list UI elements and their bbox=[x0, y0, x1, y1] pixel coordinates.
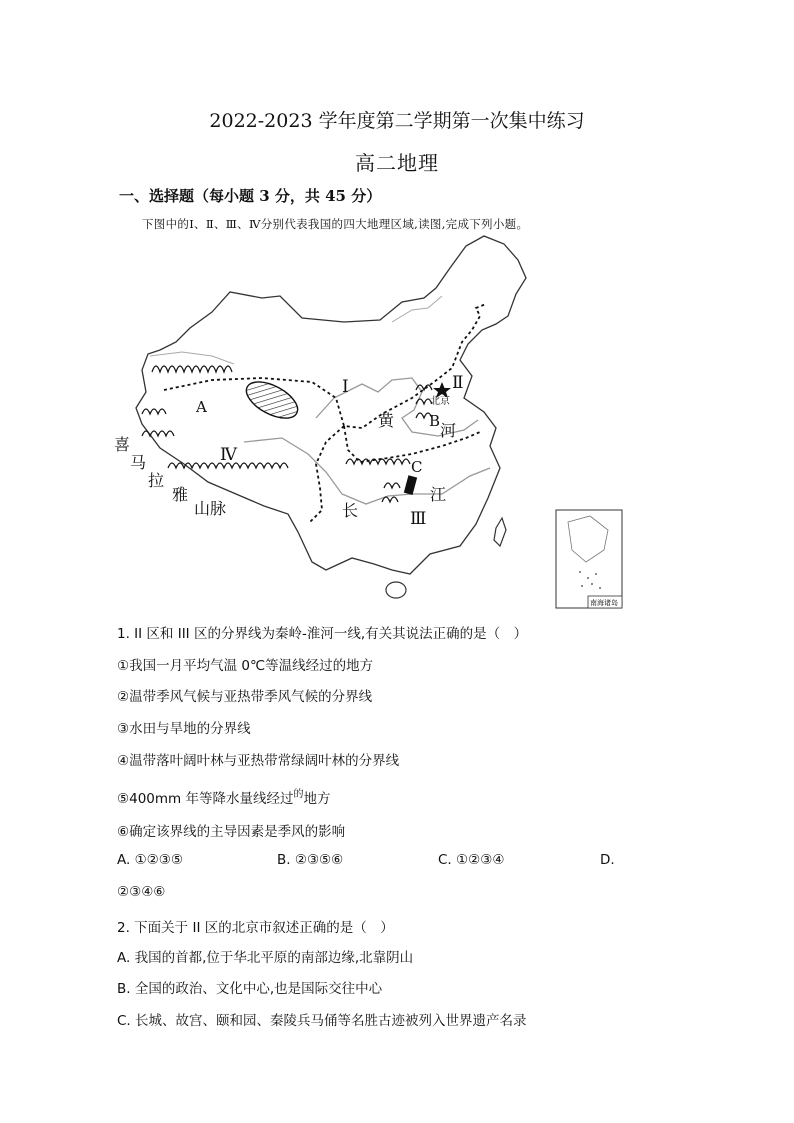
q1-option-d[interactable]: D. bbox=[600, 852, 615, 868]
q2-option-a[interactable]: A. 我国的首都,位于华北平原的南部边缘,北靠阴山 bbox=[117, 950, 414, 966]
china-outline bbox=[136, 236, 526, 574]
q1-item-5-tail: 地方 bbox=[303, 791, 331, 807]
china-regions-map bbox=[112, 232, 632, 612]
exam-title: 2022-2023 学年度第二学期第一次集中练习 bbox=[209, 110, 585, 132]
taiwan-island bbox=[494, 518, 506, 546]
region-1-label: Ⅰ bbox=[342, 377, 349, 397]
hainan-island bbox=[386, 582, 406, 598]
black-block bbox=[404, 475, 417, 495]
xi-label: 喜 bbox=[114, 435, 131, 454]
ma-label: 马 bbox=[130, 453, 147, 472]
northwest-river bbox=[150, 352, 234, 364]
q1-item-5 bbox=[117, 785, 330, 807]
q1-item-2: ②温带季风气候与亚热带季风气候的分界线 bbox=[117, 689, 373, 705]
mountain-ranges bbox=[142, 366, 432, 502]
q1-option-d-content[interactable]: ②③④⑥ bbox=[117, 884, 166, 900]
q1-item-6: ⑥确定该界线的主导因素是季风的影响 bbox=[117, 824, 346, 840]
point-a-label: A bbox=[196, 398, 207, 416]
q1-item-4: ④温带落叶阔叶林与亚热带常绿阔叶林的分界线 bbox=[117, 753, 400, 769]
inset-label: 南海诸岛 bbox=[590, 599, 618, 607]
he-label: 河 bbox=[440, 421, 457, 440]
q1-option-a[interactable]: A. ①②③⑤ bbox=[117, 852, 183, 868]
q2-option-c[interactable]: C. 长城、故宫、颐和园、秦陵兵马俑等名胜古迹被列入世界遗产名录 bbox=[117, 1013, 527, 1029]
point-b-label: B bbox=[429, 412, 441, 430]
beijing-label: 北京 bbox=[430, 396, 450, 407]
jiang-label: 江 bbox=[430, 485, 447, 504]
huang-label: 黄 bbox=[378, 411, 395, 430]
inset-box bbox=[556, 510, 622, 608]
yangtze-river bbox=[244, 438, 490, 504]
ya-label: 雅 bbox=[172, 485, 189, 504]
q2-stem: 2. 下面关于 II 区的北京市叙述正确的是（ ） bbox=[117, 920, 394, 936]
q1-item-5-text: ⑤400mm 年等降水量线经过 bbox=[117, 791, 294, 807]
q1-item-3: ③水田与旱地的分界线 bbox=[117, 721, 251, 737]
q1-stem: 1. II 区和 III 区的分界线为秦岭-淮河一线,有关其说法正确的是（ ） bbox=[117, 626, 528, 642]
point-c-label: C bbox=[411, 458, 423, 476]
section-heading: 一、选择题（每小题 3 分，共 45 分） bbox=[119, 187, 382, 205]
q1-option-c[interactable]: C. ①②③④ bbox=[438, 852, 505, 868]
shanmai-label: 山脉 bbox=[194, 499, 227, 518]
q2-option-b[interactable]: B. 全国的政治、文化中心,也是国际交往中心 bbox=[117, 981, 383, 997]
hatched-basin bbox=[241, 374, 304, 425]
chang-label: 长 bbox=[342, 501, 359, 520]
section-intro: 下图中的Ⅰ、Ⅱ、Ⅲ、Ⅳ分别代表我国的四大地理区域,读图,完成下列小题。 bbox=[142, 217, 529, 231]
la-label: 拉 bbox=[148, 471, 165, 490]
q1-item-5-de: 的 bbox=[293, 789, 304, 800]
q1-option-b[interactable]: B. ②③⑤⑥ bbox=[277, 852, 344, 868]
region-3-label: Ⅲ bbox=[410, 509, 427, 529]
region-2-label: Ⅱ bbox=[452, 373, 464, 393]
exam-subtitle: 高二地理 bbox=[355, 151, 439, 175]
q1-item-1: ①我国一月平均气温 0℃等温线经过的地方 bbox=[117, 658, 374, 674]
region-4-label: Ⅳ bbox=[220, 445, 237, 465]
